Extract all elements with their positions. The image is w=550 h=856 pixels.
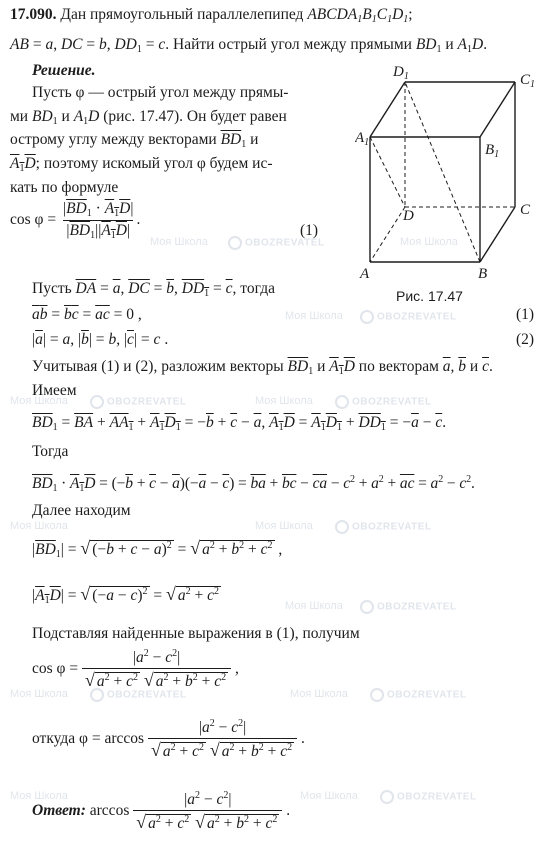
- watermark-logo: OBOZREVATEL: [335, 520, 432, 534]
- further-label: Далее находим: [32, 502, 131, 519]
- watermark-logo: OBOZREVATEL: [380, 790, 477, 804]
- length-a1d-formula: $|A_1D|$ = √ $(-\overline{a} - \overline{c})^2$ = √ $a^2 + c^2$: [32, 584, 220, 606]
- watermark-logo: OBOZREVATEL: [90, 688, 187, 702]
- watermark-text: Моя Школа: [400, 236, 458, 248]
- whence-label: откуда φ = arccos: [32, 730, 145, 748]
- watermark-text: Моя Школа: [10, 395, 68, 407]
- cos-phi-result: cos φ = $\frac{|a^2 - c^2|}{√ a^2 + c^2 √ a^2 + b^2 + c^2}$ ,: [32, 648, 239, 690]
- then-label: Тогда: [32, 443, 69, 460]
- watermark-logo: OBOZREVATEL: [360, 600, 457, 614]
- formula-cos-phi: cos φ = $\frac{|\overline{BD}_1 \cdot A_1D|}{|\overline{BD}_1||A_1D|}$ .: [10, 200, 141, 241]
- watermark-text: Моя Школа: [285, 600, 343, 612]
- equation-label-1: (1): [300, 222, 319, 239]
- watermark-logo: OBOZREVATEL: [335, 395, 432, 409]
- problem-number: 17.090.: [10, 6, 57, 23]
- watermark-text: Моя Школа: [300, 790, 358, 802]
- watermark-text: Моя Школа: [10, 520, 68, 532]
- substituting-line: Подставляя найденные выражения в (1), получим: [32, 625, 360, 642]
- vertex-label-A1: $A_1$: [355, 130, 370, 148]
- dot-products-zero: $\overline{a}\overline{b} = \overline{b}\overline{c} = \overline{a}\overline{c} = 0$ ,: [32, 306, 142, 323]
- solution-heading: Решение.: [32, 62, 96, 79]
- answer-line: Ответ: arccos $\frac{|a^2 - c^2|}{√ a^2 + c^2 √ a^2 + b^2 + c^2}$ .: [32, 790, 291, 832]
- vertex-label-A: A: [360, 266, 370, 282]
- answer-label: Ответ:: [32, 802, 86, 820]
- paragraph-line: острому углу между векторами $\overline{BD}_1$ и: [10, 131, 259, 150]
- watermark-text: Моя Школа: [150, 236, 208, 248]
- vector-definitions: Пусть $\overline{DA} = \overline{a}$, $\overline{DC} = \overline{b}$, $DD_1 = \overline{c}$, тогда: [32, 280, 275, 299]
- vertex-label-B: B: [478, 266, 488, 282]
- answer-arccos: arccos: [89, 802, 130, 820]
- dot-product-formula: $\overline{BD}_1 \cdot A_1D = (-\overline{b} + \overline{c} - \overline{a})(-\overline{a} - \overline{c}) = \overline{b}\overline{a} + \overline{b}\overline{c} - \overline{c}\overline{a} - c^2 + a^2 + \overline{a}\overline{c} = a^2 - c^2$.: [32, 474, 475, 494]
- watermark-text: Моя Школа: [285, 310, 343, 322]
- have-label: Имеем: [32, 382, 77, 399]
- watermark-text: Моя Школа: [290, 688, 348, 700]
- watermark-text: Моя Школа: [255, 520, 313, 532]
- decomposition-formula: $\overline{BD}_1 = \overline{BA} + AA_1 + A_1D_1 = -\overline{b} + \overline{c} - \overline{a}$, $A_1D = A_1D_1 + DD_1 = -\overline{a} - \overline{c}$.: [32, 414, 447, 433]
- vertex-label-D1: $D_1$: [393, 64, 409, 82]
- watermark-text: Моя Школа: [10, 688, 68, 700]
- parallelepiped-figure: [355, 62, 550, 312]
- phi-result: откуда φ = arccos $\frac{|a^2 - c^2|}{√ a^2 + c^2 √ a^2 + b^2 + c^2}$ .: [32, 718, 305, 760]
- equation-label-1b: (1): [516, 306, 535, 323]
- vertex-label-B1: $B_1$: [485, 142, 500, 160]
- vertex-label-D: D: [403, 208, 414, 224]
- watermark-text: Моя Школа: [255, 395, 313, 407]
- watermark-logo: OBOZREVATEL: [228, 236, 325, 250]
- vector-lengths: $|\overline{a}| = a$, $|\overline{b}| = b$, $|\overline{c}| = c$ .: [32, 331, 169, 348]
- paragraph-line: $A_1D$; поэтому искомый угол φ будем ис-: [10, 155, 273, 174]
- watermark-logo: OBOZREVATEL: [90, 395, 187, 409]
- length-bd1-formula: $|\overline{BD}_1|$ = √ $(-\overline{b} + \overline{c} - \overline{a})^2$ = √ $a^2 + b^2 + c^2$ ,: [32, 538, 283, 560]
- paragraph-line: кать по формуле: [10, 179, 119, 196]
- vertex-label-C1: $C_1$: [520, 72, 536, 90]
- figure-caption: Рис. 17.47: [396, 288, 463, 304]
- paragraph-line: ми $BD_1$ и $A_1D$ (рис. 17.47). Он будет равен: [10, 108, 287, 127]
- consider-line: Учитывая (1) и (2), разложим векторы $\overline{BD}_1$ и $A_1D$ по векторам $\overline{a}$, $\overline{b}$ и $\overline{c}$.: [32, 358, 493, 377]
- problem-statement-line-2: AB = a, DC = b, $DD_1 = c$. Найти острый угол между прямыми $BD_1$ и $A_1D$.: [10, 36, 488, 55]
- problem-statement-line-1: 17.090. Дан прямоугольный параллелепипед $ABCDA_1B_1C_1D_1$;: [10, 6, 413, 25]
- equation-label-2: (2): [516, 331, 535, 348]
- vertex-label-C: C: [520, 202, 531, 218]
- watermark-logo: OBOZREVATEL: [370, 688, 467, 702]
- watermark-logo: OBOZREVATEL: [360, 310, 457, 324]
- paragraph-line: Пусть φ — острый угол между прямы-: [32, 84, 289, 101]
- watermark-text: Моя Школа: [10, 790, 68, 802]
